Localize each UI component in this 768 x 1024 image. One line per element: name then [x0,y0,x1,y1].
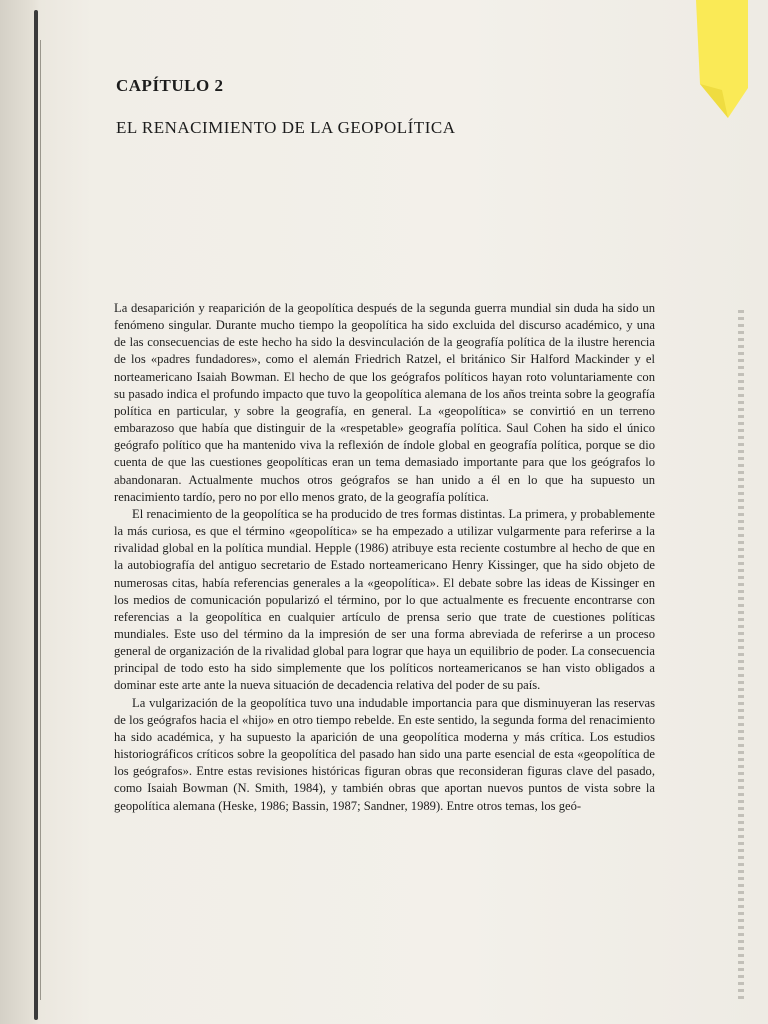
chapter-label: CAPÍTULO 2 [116,76,224,95]
body-text [114,300,655,815]
page-fold-line [40,40,41,1000]
paragraph-2: El renacimiento de la geopolítica se ha producido de tres formas distintas. La primera, y probablemente la más curiosa, es que el término «geopolítica» se ha empezado a utilizar vulgarmente para referirse a la rivalidad global en la política mundial. Hepple (1986) atribuye esta reciente costumbre al hecho de que en la autobiografía del antiguo secretario de Estado norteamericano Henry Kissinger, que ha sido objeto de numerosas citas, había referencias generales a la «geopolítica». El debate sobre las ideas de Kissinger en los medios de comunicación popularizó el término, por lo que actualmente es frecuente encontrarse con referencias a la geopolítica en cualquier artículo de prensa serio que trate de cuestiones políticas mundiales. Este uso del término da la impresión de ser una forma abreviada de referirse a un proceso general de organización de la rivalidad global para lograr que haya un equilibrio de poder. La consecuencia principal de todo esto ha sido simplemente que los políticos norteamericanos se han visto obligados a dominar este arte ante la nueva situación de decadencia relativa del poder de su país. [114,506,655,693]
binding-edge [34,10,38,1020]
sticky-note-tab [692,0,748,118]
paragraph-3: La vulgarización de la geopolítica tuvo una indudable importancia para que disminuyeran las reservas de los geógrafos hacia el «hijo» en otro tiempo rebelde. En este sentido, la segunda forma del renacimiento ha sido académica, y ha supuesto la aparición de una geopolítica moderna y más crítica. Los estudios historiográficos críticos sobre la geopolítica del pasado han sido una parte esencial de esta «geopolítica de los geógrafos». Entre estas revisiones históricas figuran obras que reconsideran figuras clave del pasado, como Isaiah Bowman (N. Smith, 1984), y también obras que aportan nuevos puntos de vista sobre la geopolítica alemana (Heske, 1986; Bassin, 1987; Sandner, 1989). Entre otros temas, los geó- [114,695,655,813]
page-stack-edge [738,310,744,1000]
chapter-title: EL RENACIMIENTO DE LA GEOPOLÍTICA [116,118,456,137]
paragraph-1: La desaparición y reaparición de la geopolítica después de la segunda guerra mundial sin duda ha sido un fenómeno singular. Durante mucho tiempo la geopolítica ha sido excluida del discurso académico, y una de las consecuencias de este hecho ha sido la desvinculación de la geografía política de la ilustre herencia de los «padres fundadores», como el alemán Friedrich Ratzel, el británico Sir Halford Mackinder y el norteamericano Isaiah Bowman. El hecho de que los geógrafos políticos hayan roto voluntariamente con su pasado indica el profundo impacto que tuvo la geopolítica alemana de los años treinta sobre la geografía política en particular, y sobre la geografía, en general. La «geopolítica» se convirtió en un terreno embarazoso que había que distinguir de la «respetable» geografía política. Saul Cohen ha sido el único geógrafo político que ha mantenido viva la reflexión de índole global en geografía política, porque se dio cuenta de que las cuestiones geopolíticas eran un tema demasiado importante para que los geógrafos lo abandonaran. Actualmente muchos otros geógrafos se han unido a él en lo que ha supuesto un renacimiento tardío, pero no por ello menos grato, de la geografía política. [114,301,655,504]
